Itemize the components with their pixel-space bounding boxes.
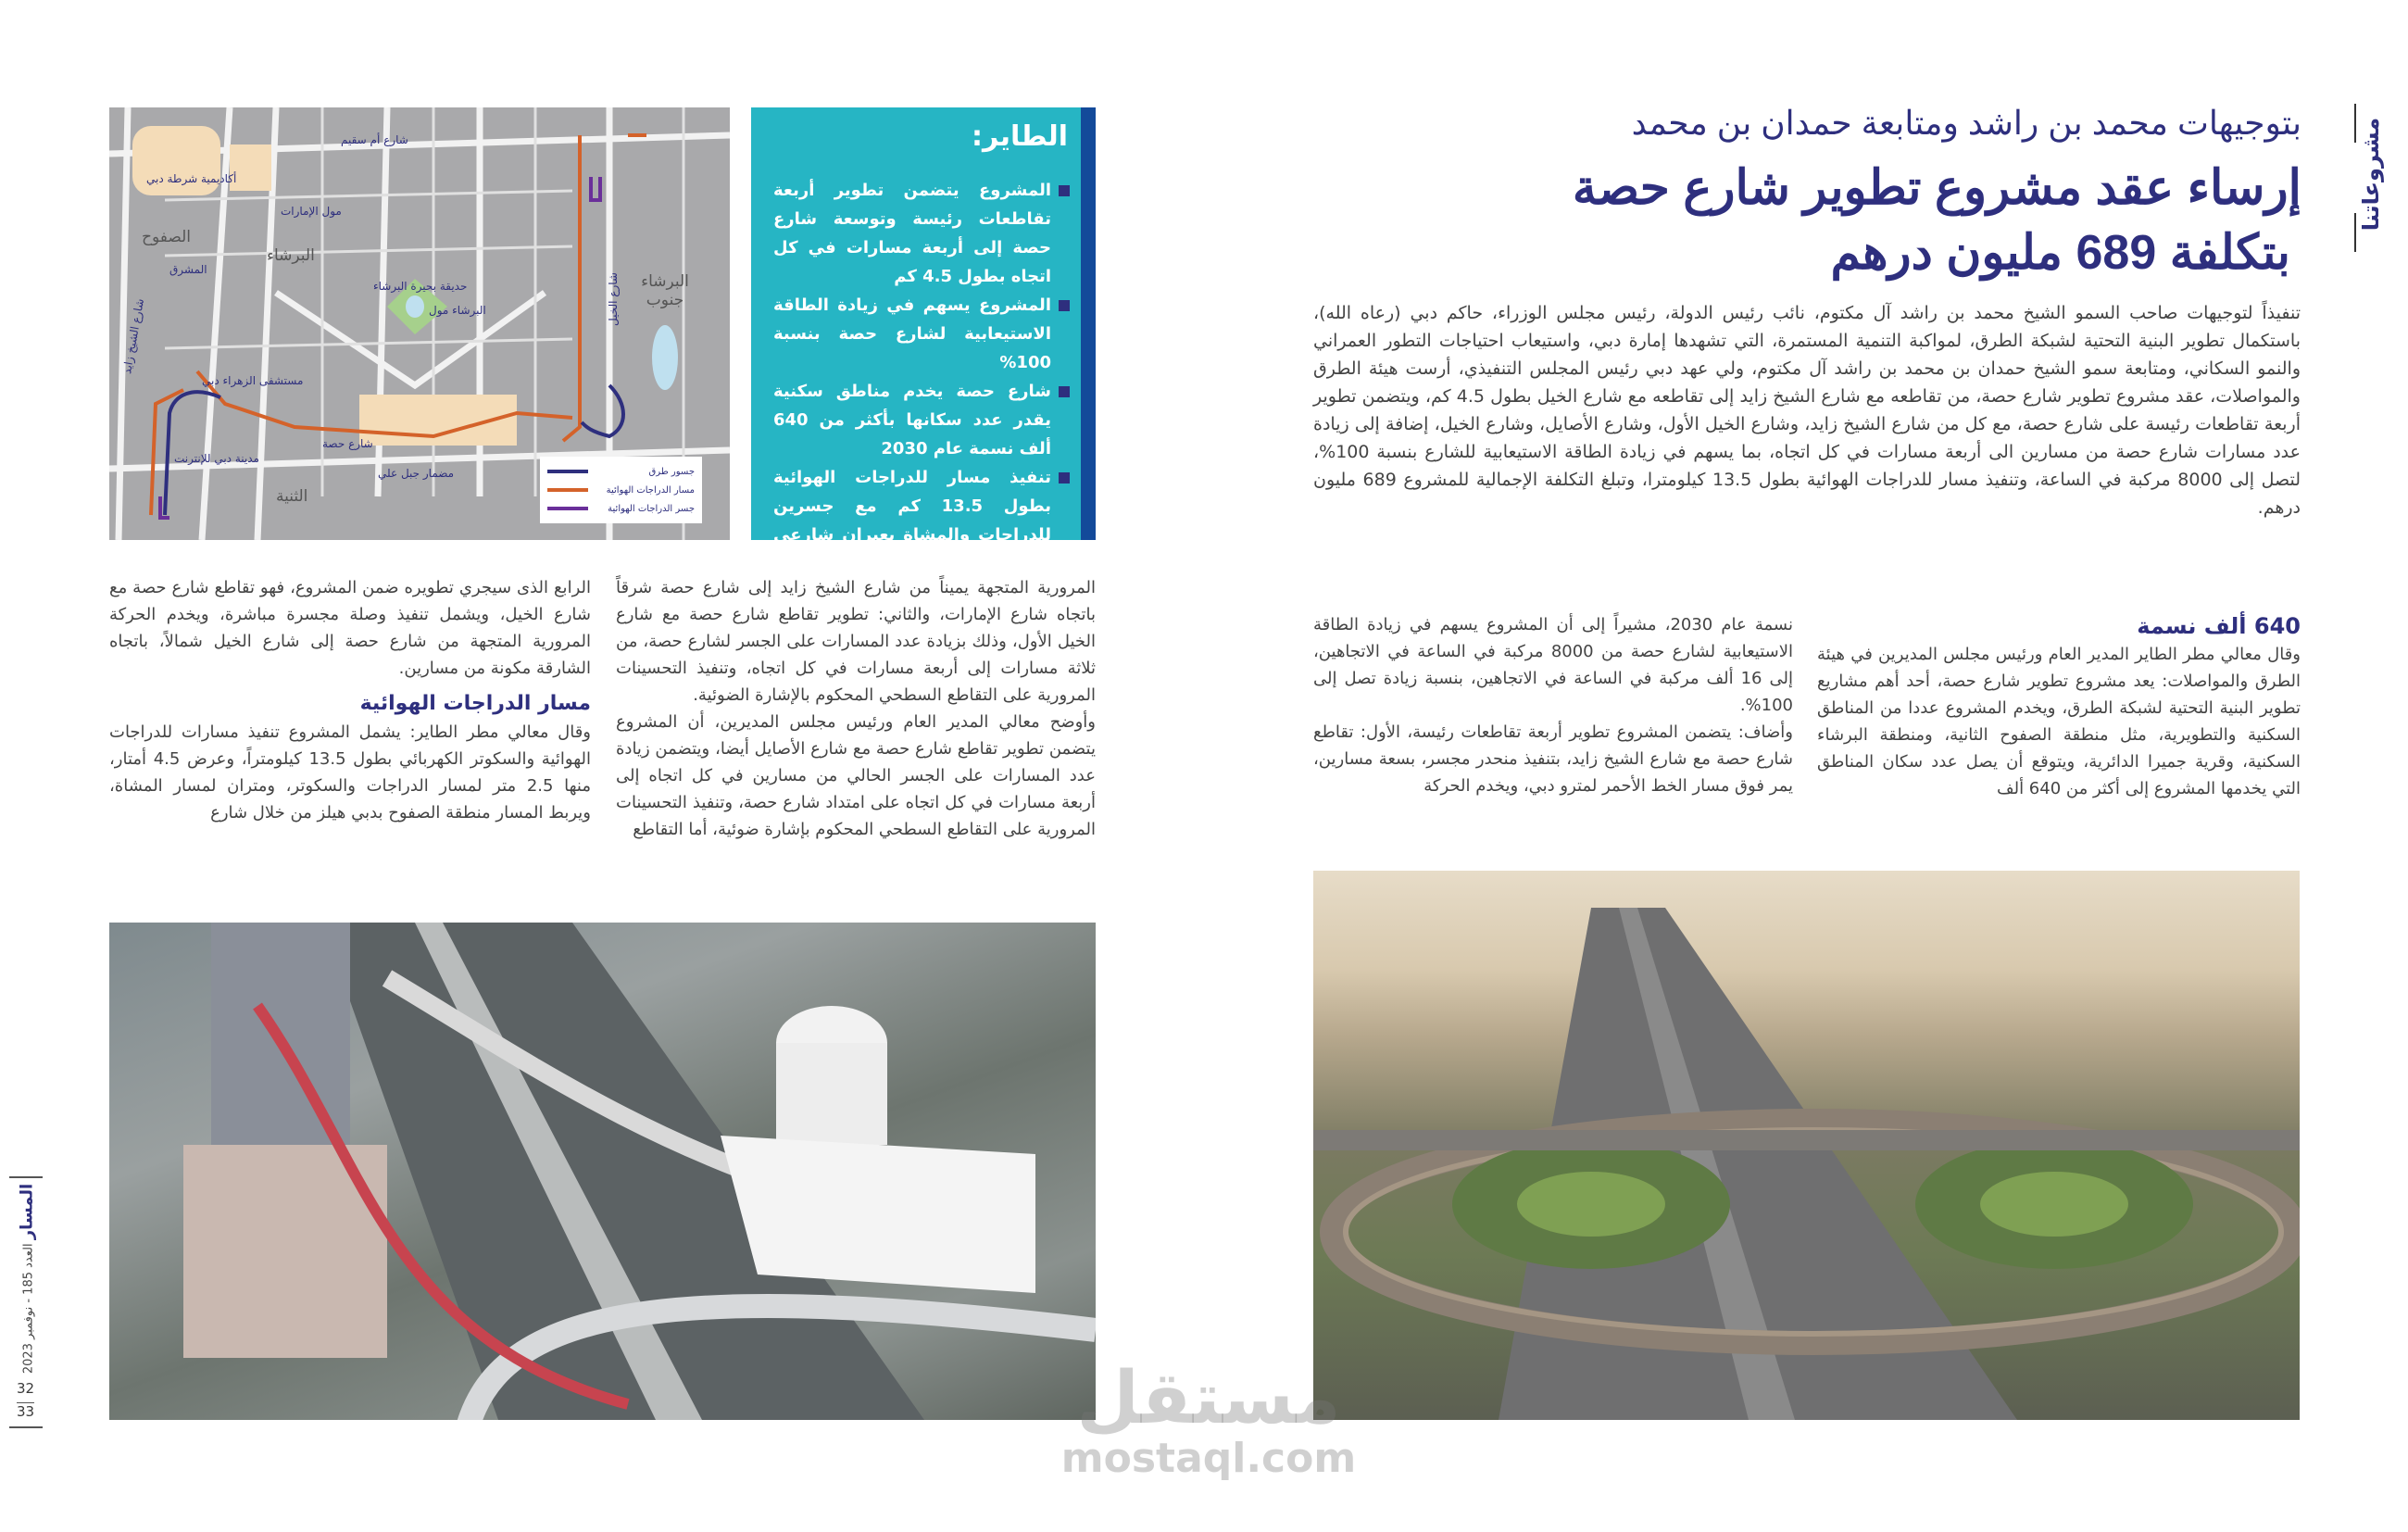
divider xyxy=(9,1426,43,1428)
accent-bar xyxy=(1081,107,1096,540)
map-label: المشرق xyxy=(169,263,207,276)
map-label: البرشاء مول xyxy=(429,304,486,317)
map-label: مستشفى الزهراء دبي xyxy=(202,374,304,387)
map-label: مضمار جبل علي xyxy=(378,467,455,480)
highlight-list xyxy=(773,176,1070,578)
bike-bridge-rendering xyxy=(109,923,1096,1420)
article-title xyxy=(1468,156,2301,285)
watermark-arabic: مستقل xyxy=(1076,1357,1341,1440)
map-label: مول الإمارات xyxy=(281,205,342,218)
map-label: حديقة بحيرة البرشاء xyxy=(373,280,468,293)
highlight-item: تنفيذ مسار للدراجات الهوائية بطول 13.5 كم مع جسرين للدراجات والمشاة يعبران شارعي الشيخ زايد والخيل xyxy=(773,463,1070,578)
legend-item xyxy=(547,499,695,518)
map-label: شارع حصة xyxy=(322,437,373,450)
legend-swatch xyxy=(547,488,588,492)
issue-info: العدد 185 - نوفمبر 2023 xyxy=(21,1243,36,1375)
box-title: الطاير: xyxy=(972,120,1068,153)
legend-item xyxy=(547,481,695,499)
paragraph: وأضاف: يتضمن المشروع تطوير أربعة تقاطعات رئيسة، الأول: تقاطع شارع حصة مع شارع الشيخ زايد، بتنفيذ منحدر مجسر، بسعة مسارين، يمر فوق مسار الخط الأحمر لمترو دبي، ويخدم الحركة xyxy=(1313,722,1793,796)
legend-item xyxy=(547,462,695,481)
watermark-latin: mostaql.com xyxy=(1060,1435,1357,1482)
divider xyxy=(2354,104,2356,143)
left-column-2 xyxy=(109,574,591,826)
map-label: مدينة دبي للإنترنت xyxy=(174,452,259,465)
highlight-item: المشروع يتضمن تطوير أربعة تقاطعات رئيسة وتوسعة شارع حصة إلى أربعة مسارات في كل اتجاه بطول 4.5 كم xyxy=(773,176,1070,291)
title-line-1: إرساء عقد مشروع تطوير شارع حصة xyxy=(1572,161,2301,215)
page-number: 33 xyxy=(17,1403,35,1420)
map-area-label: البرشاء xyxy=(267,246,315,265)
highlight-box xyxy=(751,107,1096,573)
paragraph: وقال معالي مطر الطاير المدير العام ورئيس مجلس المديرين في هيئة الطرق والمواصلات: يعد مشروع تطوير شارع حصة، أحد أهم مشاريع تطوير البنية التحتية لشبكة الطرق، ويخدم المشروع عددا من المناطق السكنية والتطويرية، مثل منطقة الصفوح الثانية، ومنطقة البرشاء السكنية، وقرية جميرا الدائرية، ويتوقع أن يصل عدد سكان المناطق التي يخدمها المشروع إلى أكثر من 640 ألف xyxy=(1817,645,2301,798)
paragraph: وأوضح معالي المدير العام ورئيس مجلس المديرين، أن المشروع يتضمن تطوير تقاطع شارع حصة مع شارع الأصايل أيضا، ويتضمن زيادة عدد المسارات على الجسر الحالي من مسارين في كل اتجاه إلى أربعة مسارات في كل اتجاه على امتداد شارع حصة، وتنفيذ التحسينات المرورية على التقاطع السطحي المحكوم بإشارة ضوئية، أما التقاطع xyxy=(616,712,1096,839)
paragraph: نسمة عام 2030، مشيراً إلى أن المشروع يسهم في زيادة الطاقة الاستيعابية لشارع حصة من 8000 مركبة في الساعة في الاتجاهين، إلى 16 ألف مركبة في الساعة في الاتجاهين، بنسبة زيادة تصل إلى 100%. xyxy=(1313,615,1794,715)
paragraph: الرابع الذى سيجري تطويره ضمن المشروع، فهو تقاطع شارع حصة مع شارع الخيل، ويشمل تنفيذ وصلة مجسرة مباشرة، ويخدم الحركة المرورية المتجهة من شارع حصة إلى شارع الخيل شمالاً، باتجاه الشارقة مكونة من مسارين. xyxy=(109,578,591,678)
map-label: شارع الشيخ زايد xyxy=(120,297,147,375)
highlight-item: شارع حصة يخدم مناطق سكنية يقدر عدد سكانها بأكثر من 640 ألف نسمة عام 2030 xyxy=(773,377,1070,463)
left-column-1 xyxy=(616,574,1096,843)
map-area-label: البرشاء جنوب xyxy=(641,272,689,309)
divider xyxy=(2354,213,2356,252)
legend-label: جسور طرق xyxy=(648,466,695,477)
interchange-aerial-photo xyxy=(1313,871,2300,1420)
map-legend xyxy=(540,457,702,523)
map-label: شارع الخيل xyxy=(606,272,620,326)
map-label: شارع أم سقيم xyxy=(341,133,408,146)
legend-label: مسار الدراجات الهوائية xyxy=(606,484,695,496)
intro-paragraph: تنفيذاً لتوجيهات صاحب السمو الشيخ محمد بن راشد آل مكتوم، نائب رئيس الدولة، رئيس مجلس الوزراء، حاكم دبي (رعاه الله)، باستكمال تطوير البنية التحتية لشبكة الطرق، لمواكبة التنمية المستمرة، التي تشهدها إمارة دبي، واستيعاب احتياجات التطور العمراني والنمو السكاني، ومتابعة سمو الشيخ حمدان بن محمد بن راشد آل مكتوم، ولي عهد دبي رئيس المجلس التنفيذي، أرست هيئة الطرق والمواصلات، عقد مشروع تطوير شارع حصة، من تقاطعه مع شارع الشيخ زايد إلى تقاطعه مع شارع الخيل بطول 4.5 كم، ويتضمن تطوير أربعة تقاطعات رئيسة على شارع حصة، مع كل من شارع الشيخ زايد، وشارع الخيل الأول، وشارع الأصايل، وشارع الخيل، إضافة إلى زيادة عدد مسارات شارع حصة من مسارين الى أربعة مسارات في كل اتجاه، بما يسهم في زيادة الطاقة الاستيعابية للشارع بنسبة 100%، لتصل إلى 8000 مركبة في الساعة، وتنفيذ مسار للدراجات الهوائية بطول 13.5 كيلومترا، وتبلغ التكلفة الإجمالية للمشروع 689 مليون درهم. xyxy=(1313,303,2301,518)
section-label xyxy=(2352,104,2389,252)
map-label: أكاديمية شرطة دبي xyxy=(146,172,237,185)
page-folio xyxy=(4,1176,46,1426)
highlight-item: المشروع يسهم في زيادة الطاقة الاستيعابية لشارع حصة بنسبة 100% xyxy=(773,291,1070,377)
section-label-text: مشروعاتنا xyxy=(2358,117,2384,232)
legend-swatch xyxy=(547,470,588,473)
watermark xyxy=(1056,1357,1361,1482)
legend-label: جسر الدراجات الهوائية xyxy=(608,503,695,514)
legend-swatch xyxy=(547,507,588,510)
folio-text xyxy=(18,1168,37,1390)
section-heading: 640 ألف نسمة xyxy=(2137,613,2301,639)
map-area-label: الثنية xyxy=(276,487,308,506)
project-map xyxy=(109,107,730,540)
paragraph: المرورية المتجهة يميناً من شارع الشيخ زايد إلى شارع حصة شرقاً باتجاه شارع الإمارات، والثاني: تطوير تقاطع شارع حصة مع شارع الخيل الأول، وذلك بزيادة عدد المسارات على الجسر لشارع حصة، من ثلاثة مسارات إلى أربعة مسارات في كل اتجاه، وتنفيذ التحسينات المرورية على التقاطع السطحي المحكوم بالإشارة الضوئية. xyxy=(616,578,1096,705)
section-heading: مسار الدراجات الهوائية xyxy=(359,692,591,715)
page-number: 32 xyxy=(17,1380,35,1397)
map-area-label: الصفوح xyxy=(142,228,192,246)
magazine-name: المسار xyxy=(17,1183,37,1240)
right-column-1 xyxy=(1817,611,2301,802)
paragraph: وقال معالي مطر الطاير: يشمل المشروع تنفيذ مسارات للدراجات الهوائية والسكوتر الكهربائي بطول 13.5 كيلومتراً، وعرض 4.5 أمتار، منها 2.5 متر لمسار الدراجات والسكوتر، ومتران لمسار المشاة، ويربط المسار منطقة الصفوح بدبي هيلز من خلال شارع xyxy=(109,722,591,823)
right-column-2 xyxy=(1313,611,1793,799)
article-kicker: بتوجيهات محمد بن راشد ومتابعة حمدان بن محمد xyxy=(1631,104,2301,142)
title-line-2: بتكلفة 689 مليون درهم xyxy=(1830,226,2290,280)
